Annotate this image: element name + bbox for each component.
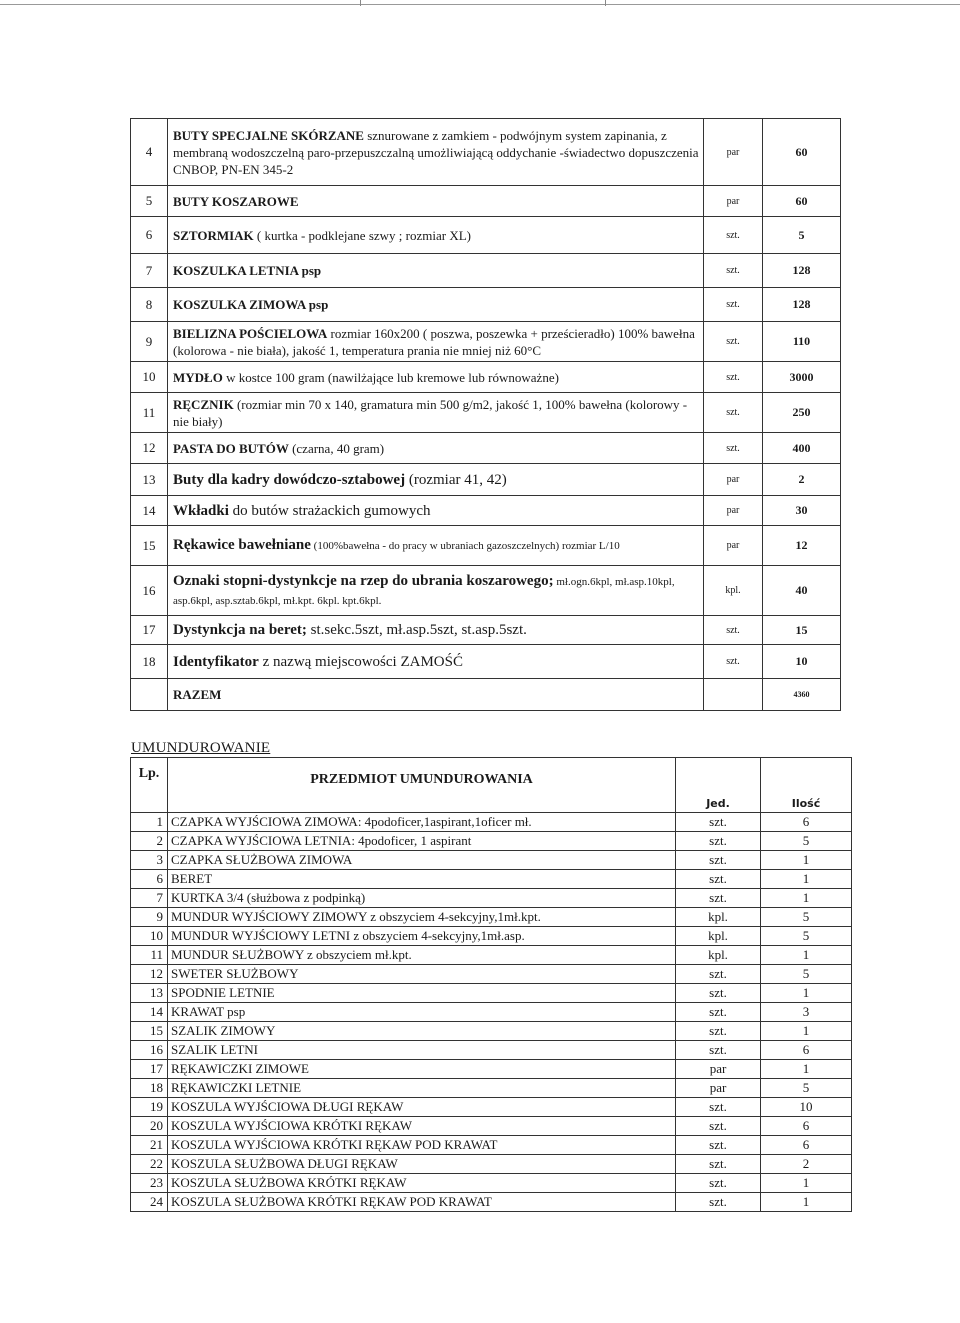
- item-unit: par: [704, 464, 763, 496]
- item-details: (rozmiar min 70 x 140, gramatura min 500 g/m2, jakość 1, 100% bawełna (kolorowy - nie biały): [173, 396, 688, 429]
- table-row: [131, 393, 841, 433]
- item-details: z nazwą miejscowości ZAMOŚĆ: [258, 653, 463, 670]
- table-row: [131, 927, 852, 946]
- item-unit: kpl.: [704, 566, 763, 616]
- item-description: [168, 322, 704, 362]
- item-name: BUTY KOSZAROWE: [173, 193, 299, 209]
- row-number: 9: [131, 908, 168, 927]
- row-number: 16: [131, 1041, 168, 1060]
- item-quantity: 128: [763, 288, 841, 322]
- item-details: ( kurtka - podklejane szwy ; rozmiar XL): [253, 227, 471, 243]
- item-name: KURTKA 3/4 (służbowa z podpinką): [168, 889, 676, 908]
- item-name: KOSZULA SŁUŻBOWA DŁUGI RĘKAW: [168, 1155, 676, 1174]
- item-quantity: 10: [763, 645, 841, 679]
- row-number: 14: [131, 496, 168, 526]
- item-name: SZALIK LETNI: [168, 1041, 676, 1060]
- item-description: [168, 393, 704, 433]
- item-unit: szt.: [676, 813, 761, 832]
- row-number: 12: [131, 965, 168, 984]
- table-row: [131, 119, 841, 186]
- item-unit: szt.: [676, 851, 761, 870]
- item-quantity: 1: [761, 851, 852, 870]
- item-quantity: 2: [763, 464, 841, 496]
- row-number: 23: [131, 1174, 168, 1193]
- item-unit: szt.: [676, 984, 761, 1003]
- table-row: [131, 1117, 852, 1136]
- item-unit: par: [676, 1079, 761, 1098]
- item-quantity: 40: [763, 566, 841, 616]
- row-number: 15: [131, 1022, 168, 1041]
- item-name: Dystynkcja na beret;: [173, 622, 307, 638]
- table-row: [131, 1136, 852, 1155]
- row-number: 12: [131, 433, 168, 464]
- item-quantity: 5: [761, 927, 852, 946]
- section-heading: UMUNDUROWANIE: [131, 740, 271, 756]
- item-quantity: 6: [761, 813, 852, 832]
- row-number: 4: [131, 119, 168, 186]
- item-unit: szt.: [704, 288, 763, 322]
- item-unit: szt.: [676, 1193, 761, 1212]
- item-quantity: 15: [763, 616, 841, 645]
- item-unit: szt.: [704, 433, 763, 464]
- item-quantity: 60: [763, 186, 841, 217]
- table-row: [131, 566, 841, 616]
- row-number: 11: [131, 946, 168, 965]
- item-description: [168, 217, 704, 254]
- item-quantity: 1: [761, 984, 852, 1003]
- row-number: 5: [131, 186, 168, 217]
- row-number: 18: [131, 645, 168, 679]
- item-details: rozmiar 160x200 ( poszwa, poszewka + prześcieradło) 100% bawełna (kolorowa - nie biała), jakość 1, temperatura prania nie mniej niż 60°C: [173, 325, 695, 358]
- table-row: [131, 851, 852, 870]
- table-row: [131, 254, 841, 288]
- item-description: [168, 119, 704, 186]
- table-row: [131, 1193, 852, 1212]
- item-unit: par: [704, 496, 763, 526]
- item-quantity: 1: [761, 1022, 852, 1041]
- item-name: KOSZULA WYJŚCIOWA DŁUGI RĘKAW: [168, 1098, 676, 1117]
- row-number: 8: [131, 288, 168, 322]
- item-unit: kpl.: [676, 908, 761, 927]
- item-unit: szt.: [676, 1174, 761, 1193]
- item-description: [168, 526, 704, 566]
- item-name: RĘCZNIK: [173, 396, 234, 412]
- item-name: MUNDUR SŁUŻBOWY z obszyciem mł.kpt.: [168, 946, 676, 965]
- item-name: SWETER SŁUŻBOWY: [168, 965, 676, 984]
- row-number: 1: [131, 813, 168, 832]
- table-row: [131, 186, 841, 217]
- item-unit: szt.: [676, 965, 761, 984]
- item-description: [168, 566, 704, 616]
- item-name: KOSZULA WYJŚCIOWA KRÓTKI RĘKAW: [168, 1117, 676, 1136]
- item-quantity: 5: [763, 217, 841, 254]
- item-details: (rozmiar 41, 42): [405, 471, 507, 488]
- row-number: 10: [131, 362, 168, 393]
- table-row: [131, 946, 852, 965]
- item-quantity: 1: [761, 1060, 852, 1079]
- item-unit: szt.: [676, 1022, 761, 1041]
- item-unit: szt.: [676, 1136, 761, 1155]
- item-details: do butów strażackich gumowych: [228, 502, 431, 519]
- item-quantity: 30: [763, 496, 841, 526]
- row-number: 11: [131, 393, 168, 433]
- total-quantity: 4360: [763, 679, 841, 711]
- item-unit: szt.: [704, 616, 763, 645]
- item-name: SPODNIE LETNIE: [168, 984, 676, 1003]
- item-name: BIELIZNA POŚCIELOWA: [173, 325, 328, 341]
- table-row: [131, 526, 841, 566]
- scan-mark: [360, 0, 361, 6]
- row-number: 10: [131, 927, 168, 946]
- item-name: RĘKAWICZKI LETNIE: [168, 1079, 676, 1098]
- row-number: 6: [131, 217, 168, 254]
- item-name: Buty dla kadry dowódczo-sztabowej: [173, 471, 406, 488]
- scan-top-edge: [0, 4, 960, 5]
- item-unit: kpl.: [676, 927, 761, 946]
- item-description: [168, 645, 704, 679]
- table-row: [131, 645, 841, 679]
- item-name: KRAWAT psp: [168, 1003, 676, 1022]
- row-number: 13: [131, 984, 168, 1003]
- table-header-row: [131, 758, 852, 813]
- equipment-table: [130, 118, 841, 711]
- item-description: [168, 464, 704, 496]
- item-quantity: 128: [763, 254, 841, 288]
- row-number: 7: [131, 254, 168, 288]
- table-row: [131, 984, 852, 1003]
- header-unit: Jed.: [676, 758, 761, 813]
- item-unit: szt.: [676, 1098, 761, 1117]
- item-details: w kostce 100 gram (nawilżające lub kremowe lub równoważne): [222, 369, 559, 385]
- item-details: mł.ogn.6kpl, mł.asp.10kpl, asp.6kpl, asp.sztab.6kpl, mł.kpt. 6kpl. kpt.6kpl.: [173, 575, 675, 607]
- header-lp: Lp.: [131, 758, 168, 813]
- item-quantity: 3: [761, 1003, 852, 1022]
- item-name: Rękawice bawełniane: [173, 537, 311, 553]
- item-quantity: 6: [761, 1041, 852, 1060]
- item-name: CZAPKA WYJŚCIOWA ZIMOWA: 4podoficer,1aspirant,1oficer mł.: [168, 813, 676, 832]
- item-quantity: 60: [763, 119, 841, 186]
- item-unit: szt.: [704, 645, 763, 679]
- table-row: [131, 1060, 852, 1079]
- item-unit: szt.: [676, 1117, 761, 1136]
- row-number: 19: [131, 1098, 168, 1117]
- item-name: RĘKAWICZKI ZIMOWE: [168, 1060, 676, 1079]
- item-quantity: 1: [761, 1174, 852, 1193]
- item-quantity: 5: [761, 1079, 852, 1098]
- item-name: Wkładki: [173, 502, 229, 519]
- item-quantity: 6: [761, 1117, 852, 1136]
- total-row: [131, 679, 841, 711]
- item-name: BUTY SPECJALNE SKÓRZANE: [173, 127, 364, 143]
- item-name: Identyfikator: [173, 653, 259, 670]
- item-quantity: 1: [761, 1193, 852, 1212]
- table-row: [131, 433, 841, 464]
- item-description: [168, 254, 704, 288]
- item-quantity: 6: [761, 1136, 852, 1155]
- empty-cell: [704, 679, 763, 711]
- row-number: 13: [131, 464, 168, 496]
- item-quantity: 2: [761, 1155, 852, 1174]
- item-unit: szt.: [676, 1003, 761, 1022]
- total-label: RAZEM: [168, 679, 704, 711]
- table-row: [131, 908, 852, 927]
- header-item: PRZEDMIOT UMUNDUROWANIA: [168, 758, 676, 813]
- table-row: [131, 870, 852, 889]
- item-unit: szt.: [704, 322, 763, 362]
- item-quantity: 110: [763, 322, 841, 362]
- table-row: [131, 832, 852, 851]
- empty-cell: [131, 679, 168, 711]
- item-unit: szt.: [676, 889, 761, 908]
- item-quantity: 3000: [763, 362, 841, 393]
- row-number: 2: [131, 832, 168, 851]
- row-number: 18: [131, 1079, 168, 1098]
- item-details: (100%bawełna - do pracy w ubraniach gazoszczelnych) rozmiar L/10: [310, 540, 620, 552]
- row-number: 20: [131, 1117, 168, 1136]
- item-quantity: 1: [761, 889, 852, 908]
- item-name: MUNDUR WYJŚCIOWY ZIMOWY z obszyciem 4-sekcyjny,1mł.kpt.: [168, 908, 676, 927]
- row-number: 9: [131, 322, 168, 362]
- item-name: CZAPKA WYJŚCIOWA LETNIA: 4podoficer, 1 aspirant: [168, 832, 676, 851]
- item-quantity: 12: [763, 526, 841, 566]
- table-row: [131, 616, 841, 645]
- item-unit: kpl.: [676, 946, 761, 965]
- item-description: [168, 496, 704, 526]
- item-unit: szt.: [676, 870, 761, 889]
- item-unit: szt.: [676, 832, 761, 851]
- table-row: [131, 362, 841, 393]
- row-number: 21: [131, 1136, 168, 1155]
- item-details: sznurowane z zamkiem - podwójnym system zapinania, z membraną wodoszczelną paro-przepuszczalną umożliwiającą oddychanie -świadectwo dopuszczenia CNBOP, PN-EN 345-2: [173, 127, 699, 177]
- item-quantity: 5: [761, 832, 852, 851]
- row-number: 14: [131, 1003, 168, 1022]
- item-quantity: 400: [763, 433, 841, 464]
- item-unit: par: [704, 526, 763, 566]
- item-description: [168, 288, 704, 322]
- row-number: 17: [131, 1060, 168, 1079]
- table-row: [131, 1155, 852, 1174]
- uniform-table: [130, 757, 852, 1212]
- header-qty: Ilość: [761, 758, 852, 813]
- item-name: CZAPKA SŁUŻBOWA ZIMOWA: [168, 851, 676, 870]
- row-number: 17: [131, 616, 168, 645]
- table-row: [131, 813, 852, 832]
- item-name: SZALIK ZIMOWY: [168, 1022, 676, 1041]
- table-row: [131, 889, 852, 908]
- table-row: [131, 965, 852, 984]
- table-row: [131, 1003, 852, 1022]
- item-name: MYDŁO: [173, 369, 223, 385]
- item-details: st.sekc.5szt, mł.asp.5szt, st.asp.5szt.: [306, 622, 527, 638]
- item-unit: szt.: [704, 254, 763, 288]
- item-quantity: 10: [761, 1098, 852, 1117]
- item-description: [168, 186, 704, 217]
- scan-mark: [605, 0, 606, 6]
- item-name: PASTA DO BUTÓW: [173, 440, 289, 456]
- item-description: [168, 433, 704, 464]
- table-row: [131, 1079, 852, 1098]
- item-unit: par: [704, 186, 763, 217]
- item-quantity: 5: [761, 908, 852, 927]
- item-unit: szt.: [676, 1041, 761, 1060]
- item-name: KOSZULA WYJŚCIOWA KRÓTKI RĘKAW POD KRAWAT: [168, 1136, 676, 1155]
- row-number: 22: [131, 1155, 168, 1174]
- item-name: KOSZULKA LETNIA psp: [173, 263, 322, 278]
- item-name: SZTORMIAK: [173, 227, 254, 243]
- row-number: 16: [131, 566, 168, 616]
- item-quantity: 250: [763, 393, 841, 433]
- item-description: [168, 362, 704, 393]
- item-name: KOSZULKA ZIMOWA psp: [173, 297, 329, 312]
- row-number: 6: [131, 870, 168, 889]
- item-unit: szt.: [704, 217, 763, 254]
- item-quantity: 1: [761, 870, 852, 889]
- item-unit: par: [704, 119, 763, 186]
- item-quantity: 5: [761, 965, 852, 984]
- table-row: [131, 322, 841, 362]
- item-unit: szt.: [676, 1155, 761, 1174]
- row-number: 24: [131, 1193, 168, 1212]
- table-row: [131, 496, 841, 526]
- row-number: 7: [131, 889, 168, 908]
- item-unit: par: [676, 1060, 761, 1079]
- item-name: Oznaki stopni-dystynkcje na rzep do ubrania koszarowego;: [173, 572, 554, 589]
- table-row: [131, 464, 841, 496]
- item-unit: szt.: [704, 362, 763, 393]
- item-name: KOSZULA SŁUŻBOWA KRÓTKI RĘKAW: [168, 1174, 676, 1193]
- table-row: [131, 1022, 852, 1041]
- table-row: [131, 288, 841, 322]
- item-name: BERET: [168, 870, 676, 889]
- item-name: KOSZULA SŁUŻBOWA KRÓTKI RĘKAW POD KRAWAT: [168, 1193, 676, 1212]
- item-description: [168, 616, 704, 645]
- row-number: 15: [131, 526, 168, 566]
- item-quantity: 1: [761, 946, 852, 965]
- table-row: [131, 1098, 852, 1117]
- item-unit: szt.: [704, 393, 763, 433]
- item-name: MUNDUR WYJŚCIOWY LETNI z obszyciem 4-sekcyjny,1mł.asp.: [168, 927, 676, 946]
- table-row: [131, 1174, 852, 1193]
- item-details: (czarna, 40 gram): [288, 440, 385, 456]
- table-row: [131, 1041, 852, 1060]
- table-row: [131, 217, 841, 254]
- row-number: 3: [131, 851, 168, 870]
